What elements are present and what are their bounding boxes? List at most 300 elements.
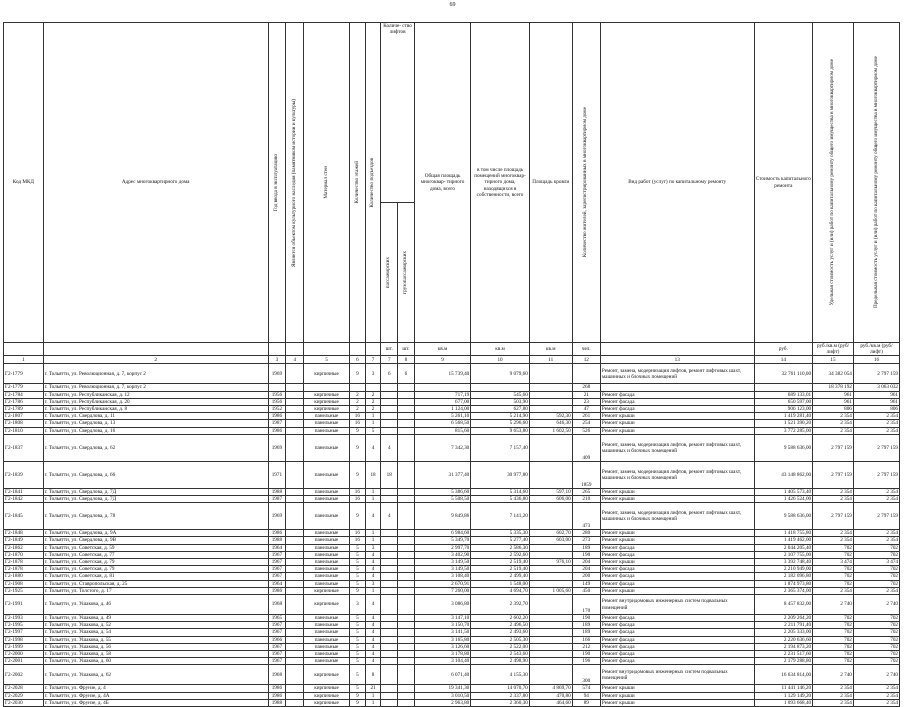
cell-address: г. Тольятти, ул. Советская, д. 59 — [43, 544, 268, 551]
cell-area: 2 963,80 — [414, 699, 470, 706]
cell-roof — [529, 643, 572, 650]
cell-year: 1988 — [268, 537, 286, 544]
table-row — [4, 461, 900, 488]
cell-walls: кирпичные — [304, 406, 350, 413]
column-number-cell: 9 — [414, 356, 470, 364]
table-row — [4, 434, 900, 461]
cell-floors: 5 — [350, 573, 366, 580]
table-row — [4, 566, 900, 573]
unit-cell: чел. — [572, 343, 600, 356]
cell-res: 47 — [572, 406, 600, 413]
cell-priv: 545,60 — [471, 391, 530, 398]
cell-floors: 5 — [350, 615, 366, 622]
cell-code: Г2-1845 — [4, 503, 44, 530]
cell-walls: панельные — [304, 537, 350, 544]
header-heritage: Является объектом культурного наследия (памятником истории и культуры) — [286, 23, 304, 343]
table-row — [4, 658, 900, 665]
cell-work: Ремонт, замена, модернизация лифтов, ремонт лифтовых шахт, машинных и блочных помещений — [600, 503, 754, 530]
column-number-cell: 16 — [853, 356, 899, 364]
cell-heritage — [286, 496, 304, 503]
cell-work: Ремонт фасада — [600, 573, 754, 580]
cell-floors: 16 — [350, 537, 366, 544]
cell-priv: 2 505,30 — [471, 636, 530, 643]
cell-address: г. Тольятти, ул. Фрунзе, д. 4Б — [43, 699, 268, 706]
cell-area: 3 165,80 — [414, 636, 470, 643]
cell-priv: 5 214,90 — [471, 413, 530, 420]
cell-walls: кирпичные — [304, 665, 350, 685]
cell-res: 189 — [572, 622, 600, 629]
cell-priv: 9 079,60 — [471, 364, 530, 384]
cell-area: 3 141,50 — [414, 629, 470, 636]
cell-roof: 1 005,60 — [529, 587, 572, 594]
table-row — [4, 622, 900, 629]
cell-priv: 2 592,60 — [471, 551, 530, 558]
cell-unit: 34 382 054 — [813, 364, 854, 384]
cell-lp — [381, 413, 398, 420]
cell-unit: 2 354 — [813, 496, 854, 503]
cell-code: Г2-2028 — [4, 685, 44, 692]
cell-cost: 2 182 096,80 — [754, 573, 813, 580]
cell-lf — [398, 559, 415, 566]
cell-area: 3 402,90 — [414, 551, 470, 558]
cell-res: 149 — [572, 580, 600, 587]
cell-priv: 627,80 — [471, 406, 530, 413]
cell-heritage — [286, 551, 304, 558]
cell-cost: 1 521 390,20 — [754, 420, 813, 427]
cell-roof: 592,30 — [529, 413, 572, 420]
cell-unit: 702 — [813, 544, 854, 551]
cell-entr: 4 — [365, 559, 381, 566]
cell-year: 1969 — [268, 434, 286, 461]
cell-floors: 9 — [350, 434, 366, 461]
table-row — [4, 651, 900, 658]
cell-unit: 2 354 — [813, 685, 854, 692]
cell-unit: 961 — [813, 391, 854, 398]
header-unit-cost: Удельная стоимость услуг и (или) работ по капитальному ремонту общего имущества в многоквартирном доме — [813, 23, 854, 343]
cell-cost: 3 392 748,40 — [754, 559, 813, 566]
table-row — [4, 685, 900, 692]
table-row — [4, 364, 900, 384]
header-entrances: Количество подъездов — [365, 23, 381, 343]
unit-cell — [304, 343, 350, 356]
cell-walls: панельные — [304, 503, 350, 530]
table-row — [4, 665, 900, 685]
cell-code: Г2-1878 — [4, 559, 44, 566]
cell-lp: 6 — [381, 364, 398, 384]
cell-year: 1967 — [268, 643, 286, 650]
cell-work: Ремонт фасада — [600, 580, 754, 587]
cell-lf — [398, 537, 415, 544]
column-number-cell: 11 — [529, 356, 572, 364]
cell-res: 409 — [572, 434, 600, 461]
unit-cell — [350, 343, 366, 356]
cell-priv: 2 519,40 — [471, 566, 530, 573]
cell-lf — [398, 551, 415, 558]
cell-max: 702 — [853, 566, 899, 573]
cell-heritage — [286, 544, 304, 551]
cell-priv: 2 519,40 — [471, 559, 530, 566]
cell-max: 2 354 — [853, 420, 899, 427]
cell-res — [572, 364, 600, 384]
cell-work: Ремонт крыши — [600, 685, 754, 692]
cell-unit: 2 354 — [813, 692, 854, 699]
cell-res: 265 — [572, 488, 600, 495]
cell-area: 3 178,80 — [414, 651, 470, 658]
cell-year: 1965 — [268, 615, 286, 622]
cell-area: 9 849,86 — [414, 503, 470, 530]
cell-year: 1967 — [268, 658, 286, 665]
cell-res: 190 — [572, 551, 600, 558]
cell-lf — [398, 595, 415, 615]
cell-max: 702 — [853, 615, 899, 622]
cell-year: 1986 — [268, 530, 286, 537]
units-row — [4, 343, 900, 356]
cell-entr: 3 — [365, 580, 381, 587]
cell-roof — [529, 551, 572, 558]
cell-max: 2 354 — [853, 699, 899, 706]
cell-walls: кирпичные — [304, 692, 350, 699]
cell-roof — [529, 566, 572, 573]
cell-cost: 11 441 146,20 — [754, 685, 813, 692]
cell-priv: 2 498,90 — [471, 658, 530, 665]
column-number-cell: 1 — [4, 356, 44, 364]
header-residents: Количество жителей, зарегистрированных в многоквартирном доме — [572, 23, 600, 343]
cell-roof — [529, 406, 572, 413]
cell-year: 1968 — [268, 665, 286, 685]
cell-heritage — [286, 580, 304, 587]
cell-lf — [398, 391, 415, 398]
column-numbers-row — [4, 356, 900, 364]
cell-entr: 21 — [365, 685, 381, 692]
cell-walls: панельные — [304, 658, 350, 665]
cell-floors: 2 — [350, 391, 366, 398]
cell-address: г. Тольятти, ул. Свердлова, д. 13 — [43, 420, 268, 427]
cell-lp — [381, 406, 398, 413]
cell-cost: 1 129 149,20 — [754, 692, 813, 699]
cell-entr: 2 — [365, 398, 381, 405]
column-number-cell: 7 — [365, 356, 381, 364]
cell-lp — [381, 427, 398, 434]
cell-priv: 7 157,40 — [471, 434, 530, 461]
cell-entr: 1 — [365, 530, 381, 537]
cell-floors: 5 — [350, 643, 366, 650]
cell-year: 1988 — [268, 699, 286, 706]
cell-roof — [529, 651, 572, 658]
cell-roof — [529, 629, 572, 636]
cell-cost: 2 231 517,60 — [754, 651, 813, 658]
cell-address: г. Тольятти, ул. Республиканская, д. 8 — [43, 406, 268, 413]
cell-lf — [398, 398, 415, 405]
cell-work: Ремонт фасада — [600, 544, 754, 551]
cell-work: Ремонт крыши — [600, 530, 754, 537]
cell-area: 3 149,50 — [414, 566, 470, 573]
cell-priv: 2 499,40 — [471, 573, 530, 580]
cell-priv: 1 548,00 — [471, 580, 530, 587]
cell-lf — [398, 566, 415, 573]
capital-repair-table — [3, 22, 900, 707]
cell-lf — [398, 384, 415, 391]
table-row — [4, 551, 900, 558]
cell-work: Ремонт, замена, модернизация лифтов, ремонт лифтовых шахт, машинных и блочных помещений — [600, 364, 754, 384]
cell-lp — [381, 595, 398, 615]
cell-max: 2 354 — [853, 692, 899, 699]
cell-walls: кирпичные — [304, 685, 350, 692]
cell-address: г. Тольятти, ул. Ушакова, д. 56 — [43, 643, 268, 650]
cell-cost: 2 209 264,20 — [754, 615, 813, 622]
table-row — [4, 587, 900, 594]
cell-lp — [381, 537, 398, 544]
cell-floors: 5 — [350, 580, 366, 587]
cell-lp — [381, 496, 398, 503]
cell-walls — [304, 384, 350, 391]
cell-year: 1967 — [268, 566, 286, 573]
cell-lf — [398, 573, 415, 580]
header-roof-area: Площадь кровли — [529, 23, 572, 343]
cell-res: 21 — [572, 391, 600, 398]
table-row — [4, 413, 900, 420]
cell-code: Г2-1842 — [4, 496, 44, 503]
cell-heritage — [286, 406, 304, 413]
page-number: 69 — [449, 2, 456, 8]
cell-heritage — [286, 391, 304, 398]
cell-walls: панельные — [304, 643, 350, 650]
cell-unit: 2 354 — [813, 427, 854, 434]
header-code: Код МКД — [4, 23, 44, 343]
column-number-cell: 7 — [381, 356, 398, 364]
cell-heritage — [286, 692, 304, 699]
header-year: Год ввода в эксплуатацию — [268, 23, 286, 343]
cell-max: 3 063 032 — [853, 384, 899, 391]
cell-year: 1988 — [268, 488, 286, 495]
cell-code: Г2-1837 — [4, 434, 44, 461]
cell-walls: панельные — [304, 461, 350, 488]
cell-lf — [398, 434, 415, 461]
cell-floors: 5 — [350, 658, 366, 665]
cell-floors: 9 — [350, 699, 366, 706]
cell-address: г. Тольятти, ул. Свердлова, д. 16 — [43, 427, 268, 434]
cell-heritage — [286, 595, 304, 615]
column-number-cell: 5 — [304, 356, 350, 364]
cell-max: 2 797 159 — [853, 434, 899, 461]
cell-priv: 2 337,80 — [471, 692, 530, 699]
cell-lp — [381, 629, 398, 636]
cell-address: г. Тольятти, ул. Революционная, д. 7, корпус 2 — [43, 364, 268, 384]
cell-priv: 2 543,60 — [471, 651, 530, 658]
unit-cell — [43, 343, 268, 356]
cell-heritage — [286, 427, 304, 434]
cell-lp — [381, 551, 398, 558]
cell-code: Г2-1779 — [4, 384, 44, 391]
cell-year: 1987 — [268, 496, 286, 503]
cell-roof — [529, 384, 572, 391]
cell-lp — [381, 573, 398, 580]
cell-entr: 5 — [365, 427, 381, 434]
cell-res: 196 — [572, 658, 600, 665]
cell-floors: 9 — [350, 427, 366, 434]
unit-cell — [286, 343, 304, 356]
table-row — [4, 537, 900, 544]
cell-area: 2 670,91 — [414, 580, 470, 587]
cell-cost: 2 179 288,80 — [754, 658, 813, 665]
cell-unit: 2 797 159 — [813, 503, 854, 530]
cell-priv: 2 522,00 — [471, 643, 530, 650]
cell-lf — [398, 544, 415, 551]
cell-code: Г2-2029 — [4, 692, 44, 699]
cell-floors: 5 — [350, 629, 366, 636]
cell-code: Г2-1848 — [4, 530, 44, 537]
cell-work: Ремонт фасада — [600, 643, 754, 650]
cell-heritage — [286, 461, 304, 488]
cell-entr: 8 — [365, 665, 381, 685]
cell-year: 1964 — [268, 544, 286, 551]
cell-year: 1967 — [268, 551, 286, 558]
cell-unit: 806 — [813, 406, 854, 413]
table-row — [4, 488, 900, 495]
cell-walls: панельные — [304, 559, 350, 566]
cell-entr: 1 — [365, 537, 381, 544]
cell-roof: 470,80 — [529, 692, 572, 699]
cell-floors: 9 — [350, 692, 366, 699]
cell-entr: 1 — [365, 692, 381, 699]
cell-address: г. Тольятти, ул. Свердлова, д. 9А — [43, 530, 268, 537]
cell-lp — [381, 488, 398, 495]
cell-area: 3 149,50 — [414, 559, 470, 566]
cell-priv: 30 977,80 — [471, 461, 530, 488]
cell-res: 574 — [572, 685, 600, 692]
column-number-cell: 6 — [350, 356, 366, 364]
cell-work: Ремонт фасада — [600, 398, 754, 405]
unit-cell: шт. — [381, 343, 398, 356]
cell-year: 1971 — [268, 461, 286, 488]
cell-work: Ремонт крыши — [600, 420, 754, 427]
column-number-cell: 13 — [600, 356, 754, 364]
cell-area: 677,00 — [414, 398, 470, 405]
cell-area: 3 126,60 — [414, 643, 470, 650]
cell-cost: 1 419 281,40 — [754, 413, 813, 420]
cell-floors: 2 — [350, 398, 366, 405]
table-row — [4, 643, 900, 650]
cell-area: 5 349,70 — [414, 537, 470, 544]
cell-lf — [398, 496, 415, 503]
unit-cell: шт. — [398, 343, 415, 356]
cell-heritage — [286, 434, 304, 461]
header-lifts: Количе- ство лифтов — [381, 23, 414, 203]
cell-max: 702 — [853, 551, 899, 558]
table-row — [4, 573, 900, 580]
cell-priv: 5 296,60 — [471, 420, 530, 427]
cell-floors: 5 — [350, 685, 366, 692]
unit-cell: кв.м — [471, 343, 530, 356]
column-number-cell: 14 — [754, 356, 813, 364]
cell-roof: 597,10 — [529, 488, 572, 495]
cell-roof — [529, 364, 572, 384]
cell-cost: 2 211 791,40 — [754, 622, 813, 629]
cell-floors: 9 — [350, 587, 366, 594]
cell-roof — [529, 615, 572, 622]
cell-max: 2 797 159 — [853, 364, 899, 384]
cell-year: 1967 — [268, 629, 286, 636]
table-row — [4, 544, 900, 551]
cell-entr: 1 — [365, 587, 381, 594]
cell-heritage — [286, 566, 304, 573]
cell-work: Ремонт внутридомовых инженерных систем подвальных помещений — [600, 595, 754, 615]
cell-res: 190 — [572, 615, 600, 622]
cell-floors: 16 — [350, 420, 366, 427]
cell-floors: 2 — [350, 406, 366, 413]
cell-floors: 5 — [350, 636, 366, 643]
cell-cost: 1 426 524,00 — [754, 496, 813, 503]
cell-heritage — [286, 685, 304, 692]
cell-lp — [381, 658, 398, 665]
cell-roof — [529, 544, 572, 551]
header-cost: Стоимость капитального ремонта — [754, 23, 813, 343]
cell-res: 280 — [572, 530, 600, 537]
cell-code: Г2-1807 — [4, 413, 44, 420]
cell-year — [268, 384, 286, 391]
cell-res: 526 — [572, 427, 600, 434]
cell-area: 5 261,10 — [414, 413, 470, 420]
cell-unit: 2 797 159 — [813, 461, 854, 488]
cell-entr: 4 — [365, 643, 381, 650]
cell-work: Ремонт крыши — [600, 699, 754, 706]
cell-entr: 4 — [365, 573, 381, 580]
cell-res: 300 — [572, 665, 600, 685]
cell-lf — [398, 503, 415, 530]
cell-lp — [381, 398, 398, 405]
cell-code: Г2-1779 — [4, 364, 44, 384]
cell-walls: панельные — [304, 434, 350, 461]
cell-lf — [398, 587, 415, 594]
cell-max: 702 — [853, 573, 899, 580]
cell-address: г. Тольятти, ул. Ушакова, д. 49 — [43, 615, 268, 622]
cell-area: 31 377,40 — [414, 461, 470, 488]
cell-work: Ремонт крыши — [600, 537, 754, 544]
cell-area: 717,19 — [414, 391, 470, 398]
cell-unit: 702 — [813, 573, 854, 580]
cell-max: 702 — [853, 658, 899, 665]
cell-priv: 7 141,20 — [471, 503, 530, 530]
cell-lf — [398, 413, 415, 420]
cell-heritage — [286, 420, 304, 427]
cell-area: 5 386,60 — [414, 488, 470, 495]
cell-work: Ремонт крыши — [600, 587, 754, 594]
cell-cost: 2 365 374,00 — [754, 587, 813, 594]
cell-floors — [350, 384, 366, 391]
cell-unit: 702 — [813, 629, 854, 636]
cell-unit: 2 797 159 — [813, 434, 854, 461]
cell-roof — [529, 391, 572, 398]
cell-lp: 18 — [381, 461, 398, 488]
column-number-cell: 15 — [813, 356, 854, 364]
cell-work: Ремонт фасада — [600, 622, 754, 629]
cell-cost: 1 405 573,40 — [754, 488, 813, 495]
cell-lf — [398, 629, 415, 636]
cell-res: 268 — [572, 384, 600, 391]
cell-work: Ремонт крыши — [600, 496, 754, 503]
cell-max: 702 — [853, 622, 899, 629]
cell-area: 6 568,50 — [414, 420, 470, 427]
cell-lp — [381, 587, 398, 594]
table-row — [4, 692, 900, 699]
cell-unit: 2 740 — [813, 665, 854, 685]
cell-year: 1986 — [268, 692, 286, 699]
cell-max: 2 354 — [853, 587, 899, 594]
cell-heritage — [286, 651, 304, 658]
cell-unit: 961 — [813, 398, 854, 405]
cell-floors: 5 — [350, 559, 366, 566]
cell-area: 6 071,40 — [414, 665, 470, 685]
cell-walls: панельные — [304, 622, 350, 629]
